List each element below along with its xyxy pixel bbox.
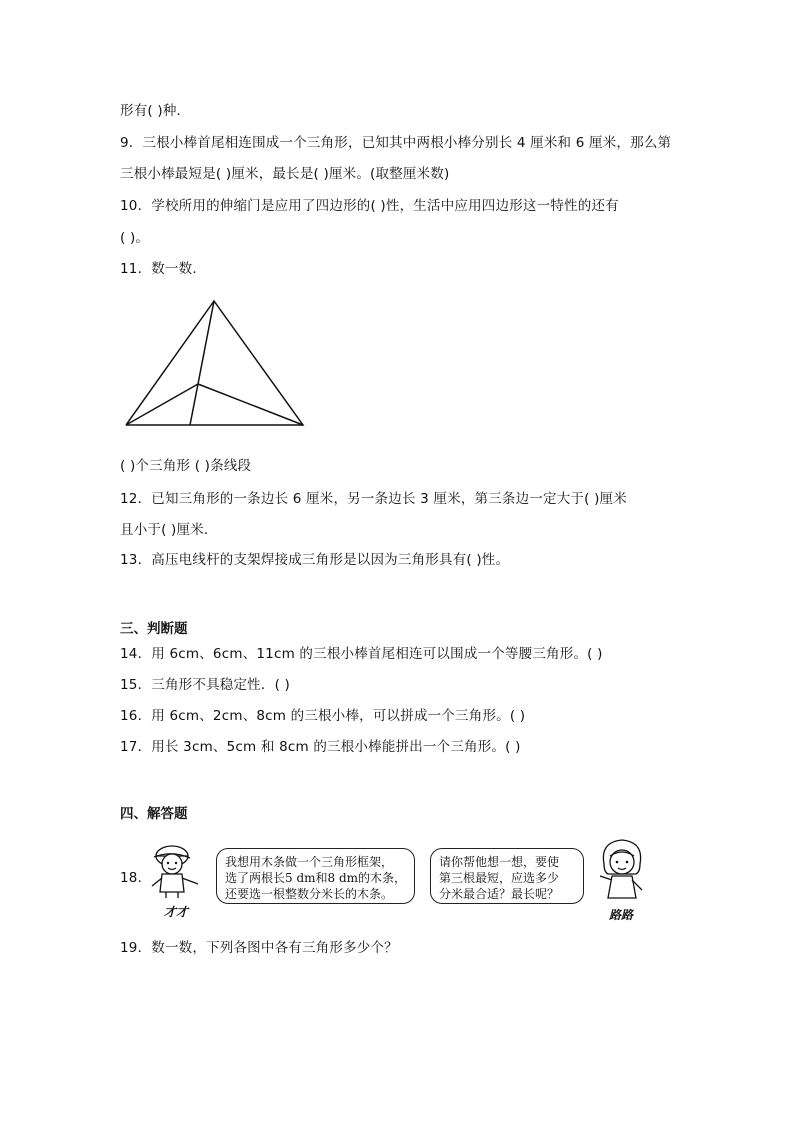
triangle-figure <box>122 296 307 430</box>
question-16: 16．用 6cm、2cm、8cm 的三根小棒，可以拼成一个三角形。( ) <box>120 708 526 724</box>
girl-speech-bubble: 请你帮他想一想，要使 第三根最短，应选多少 分米最合适？最长呢？ <box>430 848 584 904</box>
girl-illustration <box>590 836 654 904</box>
question-9-line-1: 9．三根小棒首尾相连围成一个三角形，已知其中两根小棒分别长 4 厘米和 6 厘米，那么第 <box>120 135 672 151</box>
question-10-line-2: ( )。 <box>120 230 150 246</box>
question-13: 13．高压电线杆的支架焊接成三角形是以因为三角形具有( )性。 <box>120 552 510 568</box>
section-4-title: 四、解答题 <box>120 806 188 822</box>
boy-name-label: 才才 <box>164 905 189 919</box>
question-15: 15．三角形不具稳定性．( ) <box>120 677 291 693</box>
triangle-outline <box>126 301 303 425</box>
question-18-number: 18． <box>120 870 152 886</box>
question-14: 14．用 6cm、6cm、11cm 的三根小棒首尾相连可以围成一个等腰三角形。( ) <box>120 646 603 662</box>
girl-name-label: 路路 <box>609 908 634 922</box>
question-8-continuation: 形有( )种． <box>120 103 191 119</box>
boy-illustration <box>146 840 206 900</box>
section-3-title: 三、判断题 <box>120 621 188 637</box>
question-17: 17．用长 3cm、5cm 和 8cm 的三根小棒能拼出一个三角形。( ) <box>120 739 521 755</box>
inner-segment-left <box>126 384 198 425</box>
question-12-line-2: 且小于( )厘米． <box>120 522 218 538</box>
question-9-line-2: 三根小棒最短是( )厘米，最长是( )厘米。(取整厘米数) <box>120 166 450 182</box>
question-12-line-1: 12．已知三角形的一条边长 6 厘米，另一条边长 3 厘米，第三条边一定大于( )厘米 <box>120 491 627 507</box>
question-19: 19．数一数，下列各图中各有三角形多少个？ <box>120 940 398 956</box>
boy-speech-bubble: 我想用木条做一个三角形框架， 选了两根长5 dm和8 dm的木条， 还要选一根整数分米长的木条。 <box>216 848 415 904</box>
inner-segment-base <box>190 384 198 425</box>
inner-segment-right <box>198 384 303 425</box>
question-11-answers: ( )个三角形 ( )条线段 <box>120 458 252 474</box>
question-11-title: 11．数一数. <box>120 261 197 277</box>
question-10-line-1: 10．学校所用的伸缩门是应用了四边形的( )性，生活中应用四边形这一特性的还有 <box>120 198 619 214</box>
